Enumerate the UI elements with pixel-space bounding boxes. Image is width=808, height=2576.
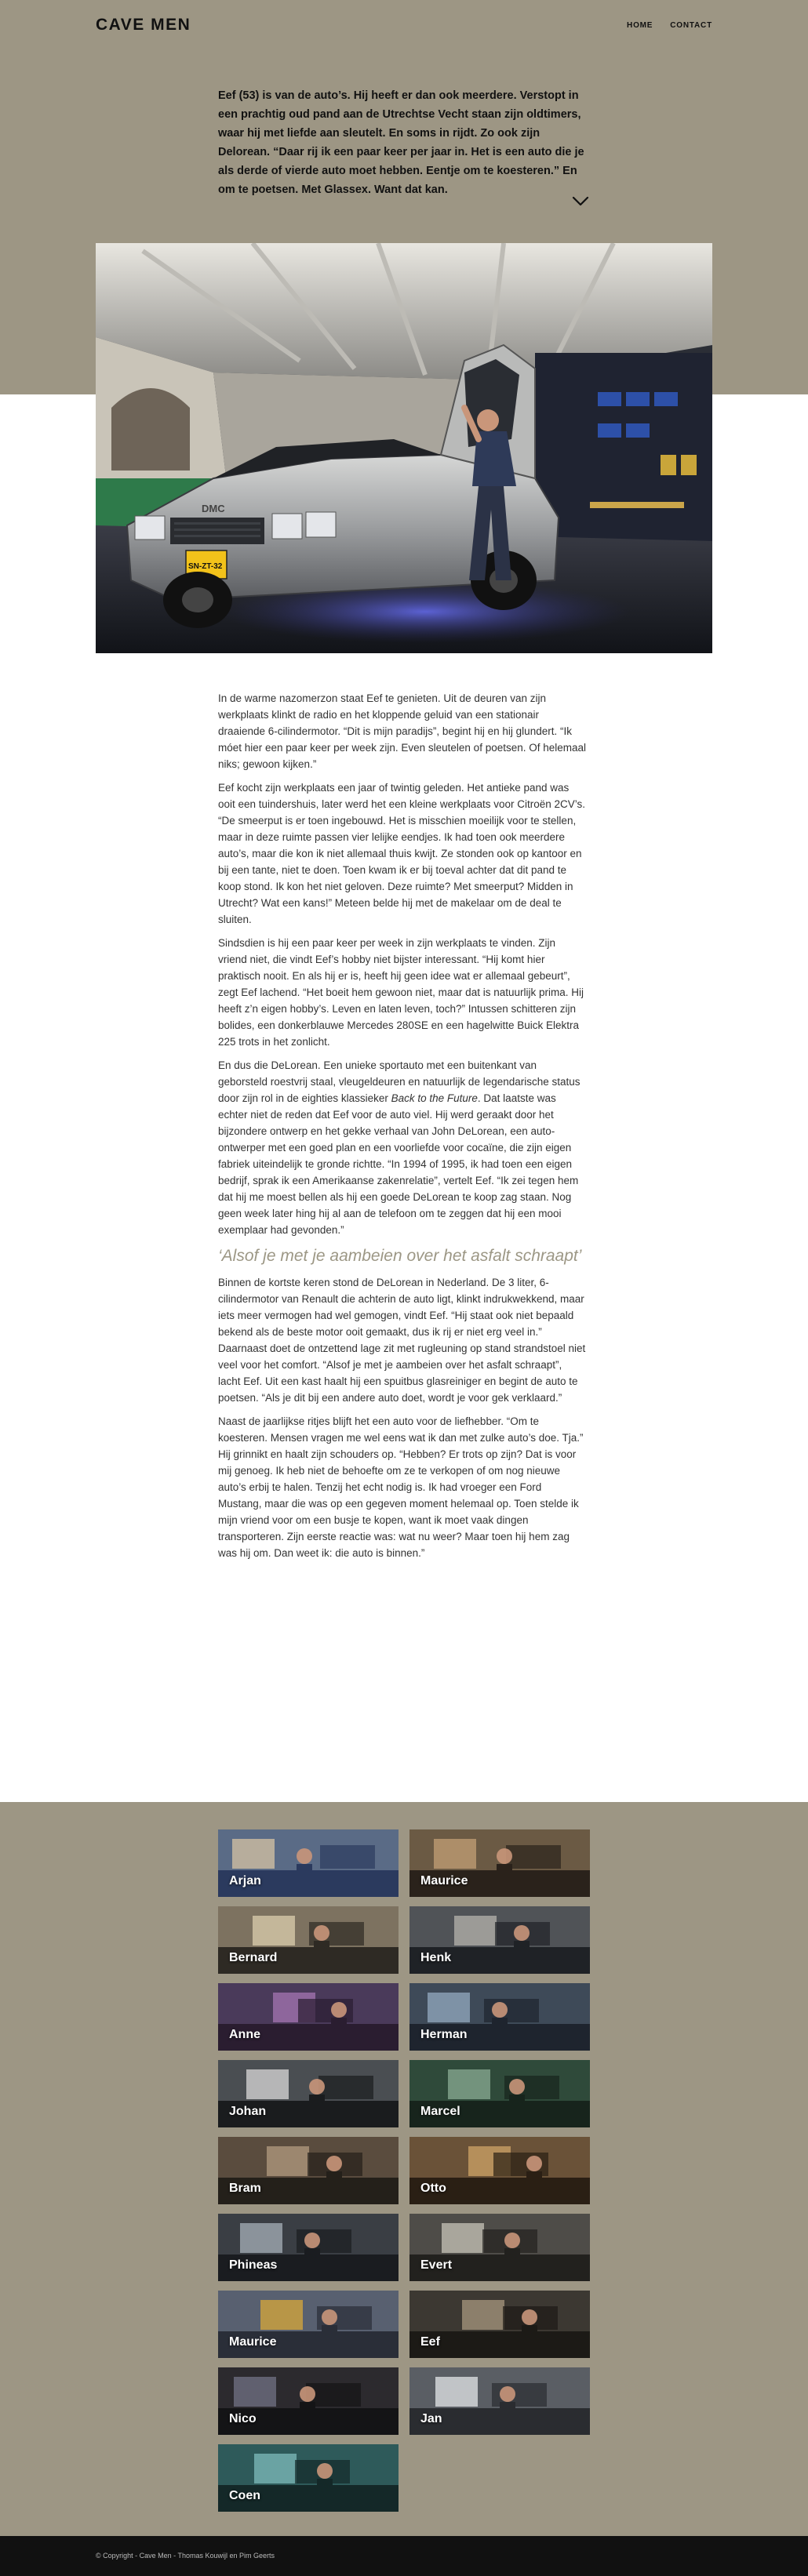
gallery-tile-name: Eef <box>420 2335 440 2349</box>
gallery-tile-name: Johan <box>229 2105 267 2118</box>
gallery-tile[interactable] <box>409 1829 590 1897</box>
article-body <box>218 690 587 1568</box>
gallery-tile[interactable] <box>218 2137 399 2204</box>
gallery-tile[interactable] <box>409 1983 590 2051</box>
gallery-tile[interactable] <box>409 1906 590 1974</box>
gallery-tile-name: Henk <box>420 1951 452 1964</box>
gallery-tile[interactable] <box>218 2214 399 2281</box>
nav-contact-link[interactable]: CONTACT <box>670 20 712 30</box>
nav-home-link[interactable]: HOME <box>627 20 653 30</box>
gallery-tile-name: Anne <box>229 2028 260 2041</box>
article-paragraph: Sindsdien is hij een paar keer per week in zijn werkplaats te vinden. Zijn vriend niet, die vindt Eef’s hobby niet bijster interessant. “Hij komt hier praktisch nooit. En als hij er is, heeft hij geen idee wat er allemaal gebeurt”, zegt Eef lachend. “Het boeit hem gewoon niet, maar dat is natuurlijk prima. Hij heeft z’n eigen hobby’s. Leven en laten leven, toch?” Intussen schitteren zijn bolides, een donkerblauwe Mercedes 280SE en een hagelwitte Buick Elektra 225 trots in het zonlicht. <box>218 937 584 1048</box>
gallery-tile-name: Maurice <box>229 2335 277 2349</box>
gallery-band <box>0 1802 808 2536</box>
gallery-tile[interactable] <box>409 2137 590 2204</box>
article-paragraph: En dus die DeLorean. Een unieke sportauto met een buitenkant van geborsteld roestvrij staal, vleugeldeuren en natuurlijk de legendarische status door zijn rol in de eighties klassieker Back to the Future. Dat laatste was echter niet de reden dat Eef voor de auto viel. Hij werd geraakt door het bijzondere ontwerp en het gekke verhaal van John DeLorean, een auto-ontwerper met een goed plan en een voorliefde voor cocaïne, die zijn eigen fabriek uiteindelijk te gronde richtte. “In 1994 of 1995, ik had toen een eigen bedrijf, sprak ik een Amerikaanse zakenrelatie”, vertelt Eef. “Ik zei tegen hem dat hij me moest bellen als hij een goede DeLorean te koop zag staan. Nog geen week later hing hij al aan de telefoon om te zeggen dat hij een mooi exemplaar had gevonden.” <box>218 1059 581 1236</box>
gallery-tile-name: Evert <box>420 2258 453 2272</box>
footer <box>0 2536 808 2576</box>
gallery-tile[interactable] <box>218 1983 399 2051</box>
gallery-tile[interactable] <box>409 2060 590 2127</box>
gallery-tile-name: Nico <box>229 2412 257 2425</box>
pull-quote: ‘Alsof je met je aambeien over het asfalt schraapt’ <box>218 1247 582 1265</box>
gallery-tile-name: Marcel <box>420 2105 460 2118</box>
gallery-tile-name: Herman <box>420 2028 468 2041</box>
gallery-tile[interactable] <box>218 2444 399 2512</box>
top-navigation-bar <box>96 9 712 41</box>
license-plate: SN-ZT-32 <box>188 562 223 571</box>
car-badge: DMC <box>202 503 225 514</box>
gallery-tile-name: Coen <box>229 2489 260 2502</box>
film-title: Back to the Future <box>391 1092 478 1104</box>
main-nav <box>627 21 712 30</box>
gallery-tile-name: Maurice <box>420 1874 468 1887</box>
site-logo[interactable]: CAVE MEN <box>96 16 191 34</box>
article-paragraph: Naast de jaarlijkse ritjes blijft het een auto voor de liefhebber. “Om te koesteren. Mensen vragen me wel eens wat ik dan met zulke auto’s doe. Tja.” Hij grinnikt en haalt zijn schouders op. “Hebben? Er trots op zijn? Dat is voor mij genoeg. Ik heb niet de behoefte om ze te verkopen of om nog nieuwe auto’s erbij te halen. Tenzij het echt nodig is. Ik had vroeger een Ford Mustang, maar die was op een gegeven moment helemaal op. Toen stelde ik mijn vriend voor om een busje te kopen, want ik moet vaak dingen transporteren. Zijn eerste reactie was: wat nu weer? Maar toen hij hem zag was hij om. Dan weet ik: die auto is binnen.” <box>218 1415 584 1559</box>
gallery-tile-name: Bram <box>229 2182 261 2195</box>
gallery-tile-name: Bernard <box>229 1951 278 1964</box>
intro-text: Eef (53) is van de auto’s. Hij heeft er dan ook meerdere. Verstopt in een prachtig oud pand aan de Utrechtse Vecht staan zijn oldtimers, waar hij met liefde aan sleutelt. En soms in rijdt. Zo ook zijn Delorean. “Daar rij ik een paar keer per jaar in. Het is een auto die je als derde of vierde auto moet hebben. Eentje om te koesteren.” En om te poetsen. Met Glassex. Want dat kan. <box>218 89 584 196</box>
gallery-tile[interactable] <box>218 2367 399 2435</box>
gallery-tile-name: Phineas <box>229 2258 278 2272</box>
article-paragraph: Binnen de kortste keren stond de DeLorean in Nederland. De 3 liter, 6-cilindermotor van Renault die achterin de auto ligt, klinkt indrukwekkend, maar iets meer vermogen had wel gemogen, vindt Eef. “Hij staat ook niet bepaald bekend als de beste motor ooit gemaakt, dus ik rij er niet erg veel in.” Daarnaast doet de ontzettend lage zit met rugleuning op stand strandstoel niet veel voor het comfort. “Alsof je met je aambeien over het asfalt schraapt”, lacht Eef. Uit een kast haalt hij een spuitbus glasreiniger en begint de auto te poetsen. “Als je dit bij een andere auto doet, wordt je voor gek verklaard.” <box>218 1277 586 1404</box>
gallery-tile[interactable] <box>218 2060 399 2127</box>
gallery-tile[interactable] <box>409 2214 590 2281</box>
chevron-down-icon[interactable] <box>572 196 589 207</box>
article-paragraph: In de warme nazomerzon staat Eef te genieten. Uit de deuren van zijn werkplaats klinkt de radio en het kloppende geluid van een stationair draaiende 6-cilindermotor. “Dit is mijn paradijs”, begint hij en hij glundert. “Ik móet hier een paar keer per week zijn. Even sleutelen of poetsen. Of helemaal niks; gewoon kijken.” <box>218 692 587 770</box>
article-paragraph: Eef kocht zijn werkplaats een jaar of twintig geleden. Het antieke pand was ooit een tuindershuis, later werd het een kleine werkplaats voor Citroën 2CV’s. “De smeerput is er toen ingebouwd. Het is misschien moeilijk voor te stellen, maar in deze ruimte passen vier lelijke eendjes. Ik had toen ook meerdere auto’s, maar die kon ik niet allemaal thuis kwijt. Ze stonden ook op kantoor en bij een tante, niet te doen. Toen kwam ik er bij toeval achter dat dit pand te koop stond. Ik kon het niet geloven. Deze ruimte? Met smeerput? Midden in Utrecht? Wat een kans!” Meteen belde hij met de makelaar om de deal te sluiten. <box>218 782 586 925</box>
gallery-tile[interactable] <box>218 2291 399 2358</box>
hero-photo <box>96 243 712 653</box>
gallery-tile-name: Jan <box>420 2412 442 2425</box>
gallery-tile[interactable] <box>218 1829 399 1897</box>
gallery-tile[interactable] <box>409 2367 590 2435</box>
gallery-tile-name: Otto <box>420 2182 446 2195</box>
gallery-tile[interactable] <box>409 2291 590 2358</box>
gallery-tile[interactable] <box>218 1906 399 1974</box>
copyright-text: © Copyright - Cave Men - Thomas Kouwijl en Pim Geerts <box>96 2552 275 2560</box>
gallery-tile-name: Arjan <box>229 1874 261 1887</box>
garage-delorean-illustration <box>96 243 712 653</box>
